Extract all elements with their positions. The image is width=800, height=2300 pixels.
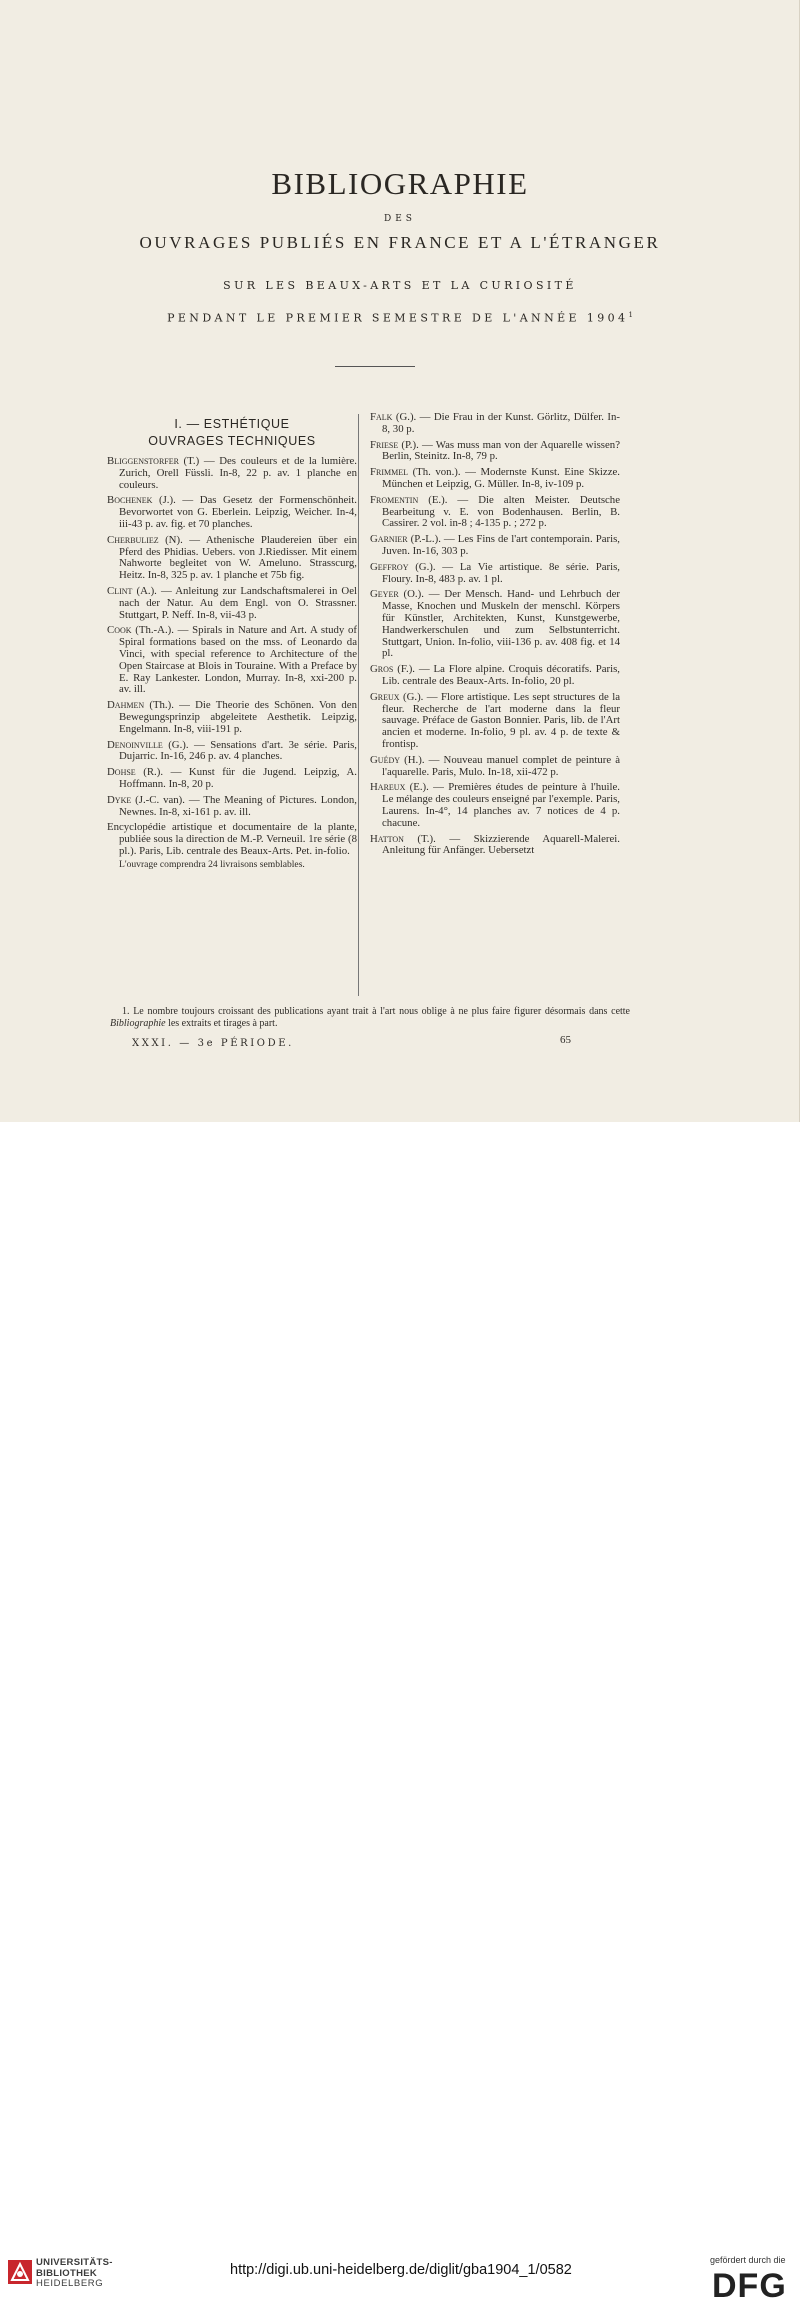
entry-text: (E.). — Premières études de peinture à l'huile. Le mélange des couleurs enseigné par l'exemple. Paris, Laurens. In-4°, 14 planches av. 7 notices de 4 p. chacune. — [382, 781, 620, 829]
entry-author: Fromentin — [370, 493, 419, 506]
left-bib-entry — [107, 456, 357, 491]
dfg-logo-text: DFG — [712, 2268, 787, 2300]
footnote-number: 1. — [122, 1006, 130, 1017]
section-heading: I. — ESTHÉTIQUE — [174, 417, 290, 431]
footnote-text: Le nombre toujours croissant des publications ayant trait à l'art nous oblige à ne plus faire figurer désormais dans cette — [133, 1006, 630, 1017]
entry-author: Cherbuliez — [107, 533, 159, 546]
entry-author: Bliggenstorfer — [107, 455, 179, 467]
title-subtitle: OUVRAGES PUBLIÉS EN FRANCE ET A L'ÉTRANGER — [139, 233, 661, 252]
entry-author: Clint — [107, 584, 133, 597]
entry-author: Gros — [370, 663, 394, 676]
entry-text: (O.). — Der Mensch. Hand- und Lehrbuch der Masse, Knochen und Muskeln der menschl. Körpers für Künstler, Architekten, Kunst, Kunstgewerbe, Handwerkerschulen und zum Selbstunterricht. Stuttgart, Union. In-folio, viii-136 p. av. 408 fig. et 14 pl. — [382, 588, 620, 660]
right-bib-entry — [370, 692, 620, 751]
title-topic: SUR LES BEAUX-ARTS ET LA CURIOSITÉ — [223, 279, 577, 292]
title-period-text: PENDANT LE PREMIER SEMESTRE DE L'ANNÉE 1904 — [167, 311, 629, 325]
entry-text: (N). — Athenische Plaudereien über ein Pferd des Phidias. Uebers. von J.Riedisser. Mit einem Nahworte begleitet von W. Ameluno. Strasscurg, Heitz. In-8, 325 p. av. 1 planche et 75b fig. — [119, 533, 358, 582]
heidelberg-seal-icon[interactable] — [8, 2260, 32, 2284]
section-subheading: OUVRAGES TECHNIQUES — [148, 434, 316, 448]
entry-text: (J.-C. van). — The Meaning of Pictures. London, Newnes. In-8, xi-161 p. av. ill. — [119, 793, 357, 818]
left-bib-entry — [107, 495, 357, 530]
left-bib-entry — [107, 625, 357, 696]
entry-text: (F.). — La Flore alpine. Croquis décoratifs. Paris, Lib. centrale des Beaux-Arts. In-folio, 20 pl. — [382, 663, 620, 687]
left-bib-entry — [107, 535, 357, 582]
entry-text: (T.). — Skizzierende Aquarell-Malerei. Anleitung für Anfänger. Uebersetzt — [382, 832, 621, 857]
right-bib-entry — [370, 589, 620, 660]
entry-text: (G.). — Sensations d'art. 3e série. Paris, Dujarric. In-16, 246 p. av. 4 planches. — [119, 738, 357, 763]
right-bib-entry — [370, 782, 620, 829]
footnote — [110, 1006, 630, 1030]
entry-author: Dahmen — [107, 699, 145, 712]
entry-author: Geffroy — [370, 560, 409, 573]
university-line-3: HEIDELBERG — [36, 2278, 104, 2289]
dfg-logo-icon[interactable] — [712, 2268, 790, 2300]
page-number: 65 — [560, 1034, 571, 1046]
entry-author: Guédy — [370, 753, 401, 766]
entry-author: Frimmel — [370, 466, 409, 479]
volume-period: XXXI. — 3e PÉRIODE. — [132, 1038, 294, 1049]
entry-author: Garnier — [370, 533, 408, 546]
entry-text: Encyclopédie artistique et documentaire de la plante, publiée sous la direction de M.-P. Verneuil. 1re série (8 pl.). Paris, Lib. centrale des Beaux-Arts. Pet. in-folio. — [107, 821, 357, 857]
entry-author: Bochenek — [107, 494, 153, 507]
right-bib-entry — [370, 834, 620, 858]
entry-text: (G.). — Flore artistique. Les sept structures de la fleur. Recherche de l'art moderne dans la fleur sauvage. Préface de Gaston Bonnier. Paris, lib. de l'Art ancien et moderne. In-folio, 9 pl. av. 4 p. de texte & frontisp. — [382, 690, 620, 750]
entry-author: Dyke — [107, 793, 132, 806]
left-bib-entry — [107, 767, 357, 791]
entry-text: (T.) — Des couleurs et de la lumière. Zurich, Orell Füssli. In-8, 22 p. av. 1 planche en couleurs. — [119, 455, 357, 491]
title-period — [0, 311, 800, 325]
entry-text: (E.). — Die alten Meister. Deutsche Bearbeitung v. E. von Bodenhausen. Berlin, B. Cassirer. 2 vol. in-8 ; 4-135 p. ; 272 p. — [382, 493, 620, 530]
entry-text: (Th.-A.). — Spirals in Nature and Art. A study of Spiral formations based on the mss. of Leonardo da Vinci, with special reference to Architecture of the Open Staircase at Blois in Touraine. With a Preface by E. Ray Lankester. London, Murray. In-8, xxi-200 p. av. ill. — [119, 624, 357, 696]
entry-author: Friese — [370, 438, 399, 451]
right-bib-entry — [370, 664, 620, 688]
entry-note: L'ouvrage comprendra 24 livraisons semblables. — [119, 858, 305, 870]
entry-author: Greux — [370, 690, 400, 703]
left-bib-entry — [107, 795, 357, 819]
entry-author: Falk — [370, 411, 393, 423]
scanned-page — [0, 0, 800, 1122]
university-name[interactable] — [36, 2258, 113, 2290]
right-bib-entry — [370, 412, 620, 436]
right-bib-entry — [370, 495, 620, 530]
entry-author: Hatton — [370, 832, 404, 845]
footnote-marker: 1 — [628, 311, 633, 319]
title-divider — [335, 366, 415, 367]
column-divider — [358, 414, 359, 996]
entry-text: (G.). — La Vie artistique. 8e série. Paris, Floury. In-8, 483 p. av. 1 pl. — [382, 560, 620, 585]
left-column — [107, 412, 357, 870]
page-title: BIBLIOGRAPHIE — [271, 166, 529, 201]
entry-text: (A.). — Anleitung zur Landschaftsmalerei in Oel nach der Natur. Au dem Engl. von O. Strassner. Stuttgart, P. Neff. In-8, vii-43 p. — [119, 584, 357, 621]
left-bib-entry — [107, 700, 357, 735]
entry-text: (J.). — Das Gesetz der Formenschönheit. Bevorwortet von G. Eberlein. Leipzig, Weicher. In-4, iii-43 p. av. fig. et 70 planches. — [119, 494, 357, 530]
viewer-bar — [0, 1122, 800, 2300]
entry-text: (Th.). — Die Theorie des Schönen. Von den Bewegungsprinzip abgeleitete Aesthetik. Leipzig, Engelmann. In-8, viii-191 p. — [119, 699, 357, 735]
left-entry-list — [107, 456, 357, 870]
entry-text: (P.). — Was muss man von der Aquarelle wissen? Berlin, Steinitz. In-8, 79 p. — [382, 438, 620, 463]
funder-caption: gefördert durch die — [710, 2255, 786, 2265]
right-bib-entry — [370, 562, 620, 586]
left-bib-entry — [107, 822, 357, 857]
university-line-2: BIBLIOTHEK — [36, 2267, 98, 2279]
entry-author: Denoinville — [107, 738, 163, 751]
entry-text: (P.-L.). — Les Fins de l'art contemporain. Paris, Juven. In-16, 303 p. — [382, 533, 620, 557]
page-url-link[interactable]: http://digi.ub.uni-heidelberg.de/diglit/gba1904_1/0582 — [230, 2262, 572, 2278]
entry-text: (H.). — Nouveau manuel complet de peinture à l'aquarelle. Paris, Mulo. In-18, xii-472 p. — [382, 753, 621, 778]
entry-text: (Th. von.). — Modernste Kunst. Eine Skizze. München et Leipzig, G. Müller. In-8, iv-109 p. — [382, 466, 621, 490]
right-bib-entry — [370, 440, 620, 464]
right-column — [370, 412, 620, 861]
right-bib-entry — [370, 534, 620, 558]
entry-text: (R.). — Kunst für die Jugend. Leipzig, A. Hoffmann. In-8, 20 p. — [119, 766, 358, 790]
entry-text: (G.). — Die Frau in der Kunst. Görlitz, Dülfer. In-8, 30 p. — [382, 411, 620, 435]
right-entry-list — [370, 412, 620, 857]
entry-author: Cook — [107, 624, 132, 637]
entry-author: Geyer — [370, 588, 399, 601]
right-bib-entry — [370, 467, 620, 491]
title-des: DES — [384, 214, 416, 224]
footnote-italic: Bibliographie — [110, 1018, 166, 1029]
left-bib-entry — [107, 740, 357, 764]
footnote-text-end: les extraits et tirages à part. — [168, 1018, 278, 1029]
left-bib-entry — [107, 586, 357, 621]
entry-author: Dohse — [107, 766, 136, 779]
entry-author: Hareux — [370, 781, 406, 794]
right-bib-entry — [370, 755, 620, 779]
university-line-1: UNIVERSITÄTS- — [36, 2257, 113, 2268]
